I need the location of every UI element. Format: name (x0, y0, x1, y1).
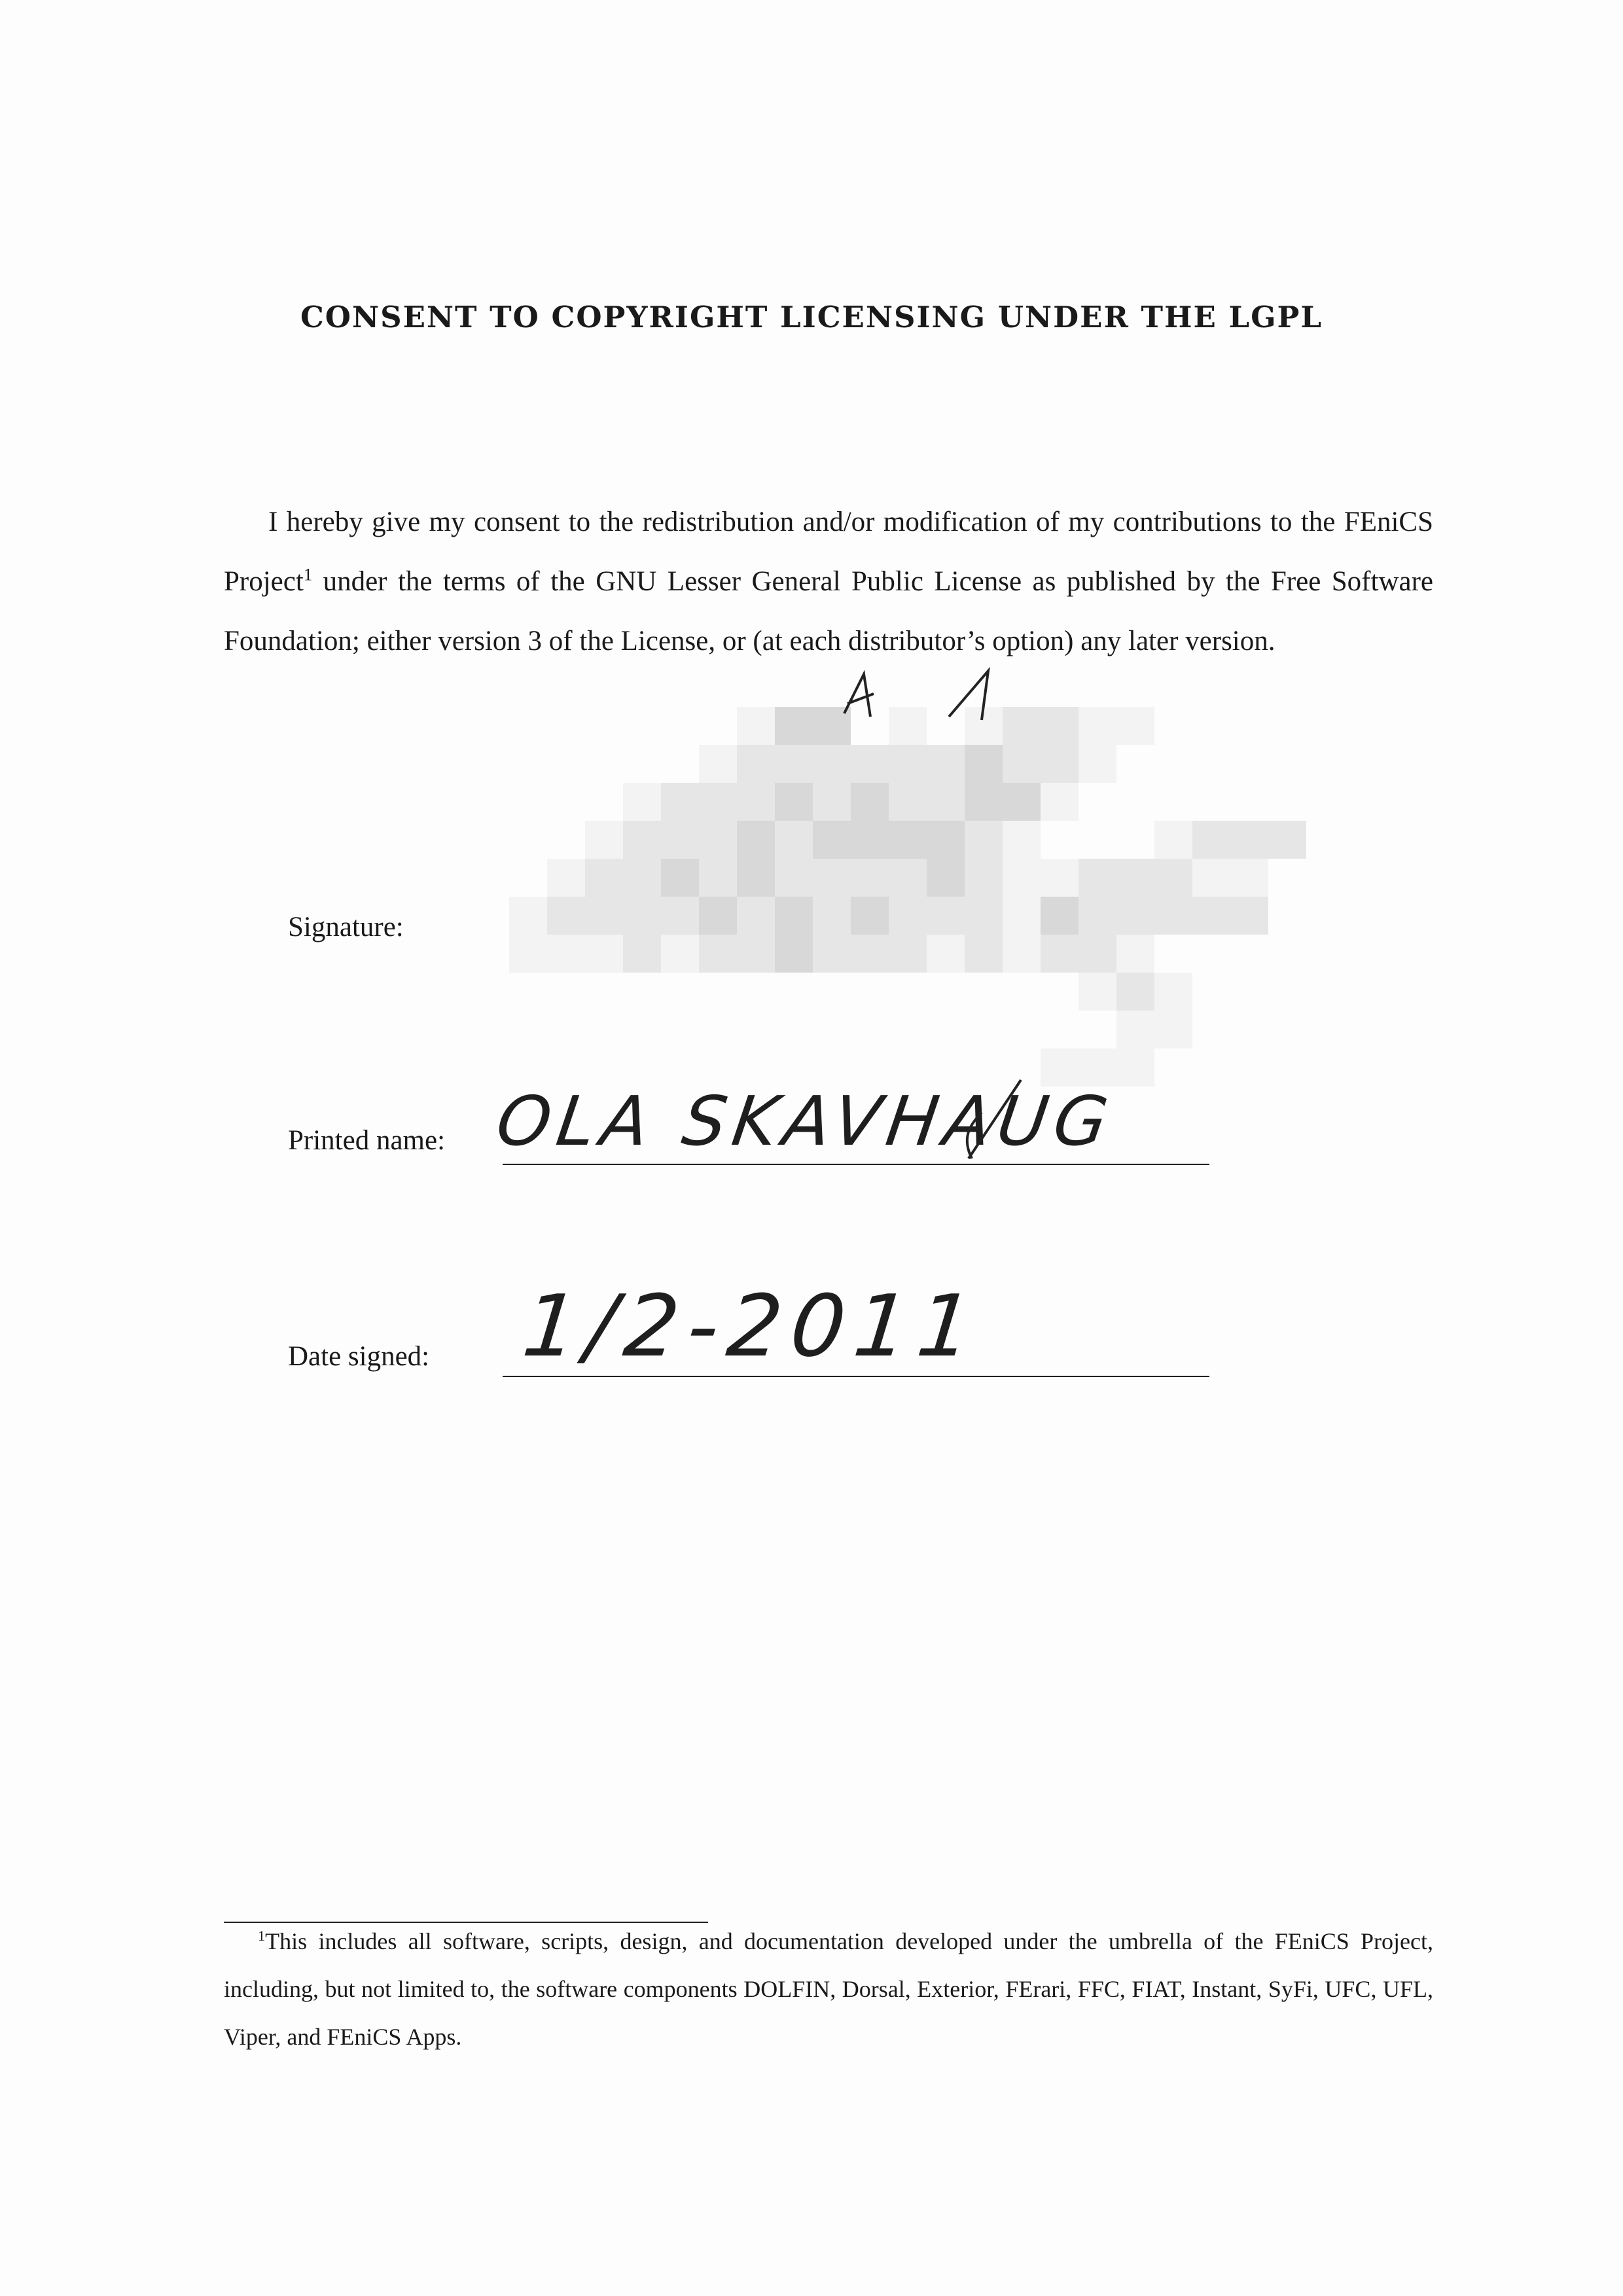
redaction-block (965, 821, 1003, 859)
redaction-block (1003, 821, 1041, 859)
redaction-block (699, 821, 737, 859)
redaction-block (623, 821, 661, 859)
redaction-block (661, 935, 699, 973)
redaction-block (965, 783, 1003, 821)
redaction-block (965, 707, 1003, 745)
redaction-block (699, 859, 737, 897)
redaction-block (509, 935, 547, 973)
redaction-block (1079, 745, 1116, 783)
printed-name-handwriting: OLA SKAVHAUG (491, 1081, 1119, 1161)
redaction-block (661, 897, 699, 935)
redaction-block (661, 859, 699, 897)
footnote (224, 1918, 1433, 2061)
consent-text-part1: I hereby give my consent to the redistribution and/or modification of my contributions to the FEniCS Project (224, 507, 1433, 597)
redaction-block (623, 935, 661, 973)
redaction-block (1003, 859, 1041, 897)
redaction-block (851, 745, 889, 783)
redaction-block (851, 821, 889, 859)
redaction-block (775, 897, 813, 935)
redaction-block (547, 897, 585, 935)
printed-name-line (503, 1164, 1209, 1165)
signature-label: Signature: (288, 912, 404, 942)
redaction-block (1003, 935, 1041, 973)
redaction-block (927, 783, 965, 821)
consent-paragraph (224, 492, 1433, 671)
redaction-block (927, 897, 965, 935)
redaction-block (813, 783, 851, 821)
redaction-block (1041, 859, 1079, 897)
redaction-block (1154, 859, 1192, 897)
redaction-block (1079, 859, 1116, 897)
redaction-block (1003, 745, 1041, 783)
redaction-block (585, 935, 623, 973)
redaction-block (1230, 897, 1268, 935)
redaction-block (1116, 1049, 1154, 1086)
redaction-block (927, 935, 965, 973)
redaction-block (1154, 897, 1192, 935)
redaction-block (585, 859, 623, 897)
redaction-block (1003, 897, 1041, 935)
redaction-block (1116, 1011, 1154, 1049)
redaction-block (813, 707, 851, 745)
date-signed-handwriting: 1/2-2011 (518, 1276, 986, 1376)
redaction-block (1192, 821, 1230, 859)
redaction-block (737, 859, 775, 897)
redaction-block (1116, 897, 1154, 935)
redaction-block (699, 783, 737, 821)
redaction-block (1192, 897, 1230, 935)
redaction-block (889, 821, 927, 859)
redaction-block (623, 859, 661, 897)
redaction-block (889, 783, 927, 821)
redaction-block (851, 935, 889, 973)
redaction-block (661, 821, 699, 859)
redaction-block (1230, 859, 1268, 897)
redaction-block (851, 783, 889, 821)
redaction-block (775, 745, 813, 783)
redaction-block (737, 821, 775, 859)
redaction-block (813, 897, 851, 935)
redaction-block (775, 783, 813, 821)
redaction-block (965, 935, 1003, 973)
document-title: CONSENT TO COPYRIGHT LICENSING UNDER THE LGPL (300, 300, 1323, 334)
redaction-block (623, 897, 661, 935)
redaction-block (737, 707, 775, 745)
redaction-block (1041, 935, 1079, 973)
redaction-block (927, 859, 965, 897)
footnote-marker: 1 (258, 1928, 266, 1944)
redaction-block (1003, 707, 1041, 745)
footnote-reference: 1 (303, 564, 313, 584)
redaction-block (775, 935, 813, 973)
redaction-block (585, 897, 623, 935)
redaction-block (1116, 859, 1154, 897)
redaction-block (737, 897, 775, 935)
redaction-block (585, 821, 623, 859)
redaction-block (927, 821, 965, 859)
redaction-block (1116, 973, 1154, 1011)
redaction-block (1041, 707, 1079, 745)
redaction-block (1154, 973, 1192, 1011)
redaction-block (1079, 707, 1116, 745)
redaction-block (1041, 745, 1079, 783)
redaction-block (965, 859, 1003, 897)
redaction-block (813, 745, 851, 783)
redaction-block (813, 859, 851, 897)
redaction-block (775, 707, 813, 745)
redaction-block (775, 821, 813, 859)
signature-redaction (471, 707, 1309, 1073)
redaction-block (889, 897, 927, 935)
redaction-block (1079, 973, 1116, 1011)
redaction-block (1003, 783, 1041, 821)
printed-name-label: Printed name: (288, 1125, 446, 1156)
redaction-block (547, 935, 585, 973)
redaction-block (699, 935, 737, 973)
redaction-block (889, 935, 927, 973)
consent-text-part2: under the terms of the GNU Lesser General Public License as published by the Free Software Foundation; either version 3 of the License, or (at each distributor’s option) any later version. (224, 566, 1433, 656)
redaction-block (547, 859, 585, 897)
redaction-block (699, 745, 737, 783)
redaction-block (889, 859, 927, 897)
date-signed-line (503, 1376, 1209, 1377)
redaction-block (813, 935, 851, 973)
redaction-block (965, 745, 1003, 783)
redaction-block (775, 859, 813, 897)
redaction-block (1192, 859, 1230, 897)
redaction-block (1116, 935, 1154, 973)
redaction-block (1041, 897, 1079, 935)
redaction-block (509, 897, 547, 935)
redaction-block (1079, 897, 1116, 935)
redaction-block (661, 783, 699, 821)
redaction-block (1154, 821, 1192, 859)
redaction-block (623, 783, 661, 821)
redaction-block (1268, 821, 1306, 859)
redaction-block (889, 707, 927, 745)
redaction-block (889, 745, 927, 783)
redaction-block (851, 859, 889, 897)
footnote-text: This includes all software, scripts, design, and documentation developed under the umbrella of the FEniCS Project, including, but not limited to, the software components DOLFIN, Dorsal, Exterior, FErari, FFC, FIAT, Instant, SyFi, UFC, UFL, Viper, and FEniCS Apps. (224, 1928, 1433, 2050)
redaction-block (927, 745, 965, 783)
redaction-block (965, 897, 1003, 935)
redaction-block (737, 783, 775, 821)
redaction-block (813, 821, 851, 859)
redaction-block (1154, 1011, 1192, 1049)
redaction-block (699, 897, 737, 935)
redaction-block (737, 745, 775, 783)
redaction-block (737, 935, 775, 973)
date-signed-label: Date signed: (288, 1341, 430, 1372)
redaction-block (851, 897, 889, 935)
redaction-block (1116, 707, 1154, 745)
redaction-block (1041, 783, 1079, 821)
redaction-block (1230, 821, 1268, 859)
redaction-block (1079, 935, 1116, 973)
